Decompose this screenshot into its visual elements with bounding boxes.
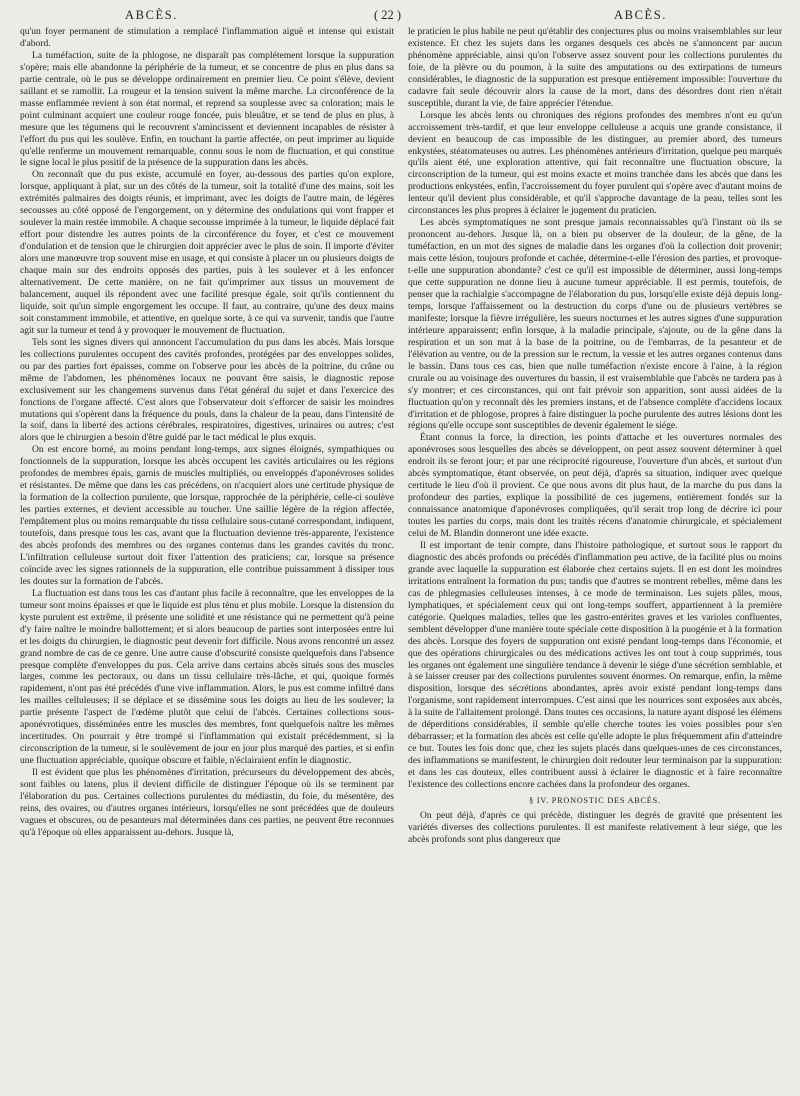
paragraph: le praticien le plus habile ne peut qu'établir des conjectures plus ou moins vraisemblables sur leur existence. Et chez les sujets dans les organes desquels ces abcès ne s'annoncent par aucun phénomène appréciable, ainsi qu'on l'observe assez souvent pour les collections purulentes du foie, de la plèvre ou du poumon, à la suite des amputations ou des extirpations de tumeurs considérables, le diagnostic de la suppuration est presque entièrement impossible: l'ouverture du cadavre fait seule découvrir alors la cause de la mort, dans des désordres dont rien n'était susceptible, durant la vie, de faire apprécier l'étendue. (408, 26, 782, 109)
paragraph: La tuméfaction, suite de la phlogose, ne disparaît pas complétement lorsque la suppuration s'opère; mais elle abandonne la périphérie de la tumeur, et se concentre de plus en plus dans sa partie centrale, où le pus se développe ordinairement en premier lieu. Ce point s'élève, devient saillant et se ramollit. La rougeur et la tension suivent la même marche. La circonférence de la masse enflammée revient à son état normal, et reprend sa souplesse avec sa coloration; mais le point culminant acquiert une couleur rouge foncée, puis bleuâtre, et se tend de plus en plus, à mesure que les tégumens qui le recouvrent s'amincissent et deviennent incapables de résister à l'effort du pus qui les soulève. Enfin, en touchant la partie affectée, on peut imprimer au liquide qu'elle renferme un mouvement remarquable, connu sous le nom de fluctuation, et qui constitue le signe local le plus positif de la présence de la suppuration dans les abcès. (20, 49, 394, 169)
paragraph: Tels sont les signes divers qui annoncent l'accumulation du pus dans les abcès. Mais lorsque les collections purulentes occupent des cavités profondes, protégées par des enveloppes solides, ou par des parties fort épaisses, comme on l'observe pour les abcès de la poitrine, du crâne ou même de l'abdomen, les phénomènes locaux ne pouvant être saisis, le diagnostic repose exclusivement sur les changemens survenus dans l'état général du sujet et dans l'exercice des fonctions de l'organe affecté. C'est alors que l'observateur doit s'efforcer de saisir les moindres mutations qui s'opèrent dans la fréquence du pouls, dans la chaleur de la peau, dans l'intensité de la soif, dans la liberté des actions cérébrales, respiratoires, digestives, urinaires ou autres; c'est alors que le chirurgien a besoin d'être guidé par le tact médical le plus exquis. (20, 336, 394, 444)
paragraph: On peut déjà, d'après ce qui précède, distinguer les degrés de gravité que présentent les variétés diverses des collections purulentes. Il est manifeste relativement à leur siége, que les abcès profonds sont plus dangereux que (408, 809, 782, 845)
header-right-title: ABCÈS. (614, 8, 668, 22)
paragraph: Il est évident que plus les phénomènes d'irritation, précurseurs du développement des abcès, sont faibles ou latens, plus il devient difficile de distinguer l'époque où ils se terminent par l'élaboration du pus. Certaines collections purulentes du médiastin, du foie, du mésentère, des reins, des ovaires, ou d'autres organes intérieurs, lorsqu'elles ne sont précédées que de douleurs vagues et obscures, ou de pesanteurs mal déterminées dans ces parties, ne peuvent être reconnues qu'à l'époque où elles apparaissent au-dehors. Jusque là, (20, 767, 394, 838)
left-column (20, 26, 394, 1092)
paragraph: On reconnaît que du pus existe, accumulé en foyer, au-dessous des parties qu'on explore, lorsque, appliquant à plat, sur un des côtés de la tumeur, soit la totalité d'une des mains, soit les extrémités palmaires des doigts réunis, et imprimant, avec les doigts de l'autre main, de légères secousses au côté opposé de l'engorgement, on y détermine des ondulations qui vont frapper et soulever la main restée immobile. A chaque secousse imprimée à la tumeur, le liquide déplacé fait effort pour distendre les autres points de la circonférence du foyer, et c'est ce mouvement d'ondulation et de tension que le chirurgien doit apprécier avec le plus de soin. Il importe d'éviter alors une manœuvre trop souvent mise en usage, et qui consiste à placer un ou plusieurs doigts de chaque main sur des endroits opposés des parties, puis à les soulever et à les enfoncer alternativement. De cette manière, on ne fait qu'imprimer aux tissus un mouvement de balancement, auquel ils répondent avec une facilité presque égale, soit qu'ils contiennent du liquide, soit qu'un simple engorgement les occupe. Il faut, au contraire, qu'une des deux mains soit constamment immobile, et attentive, en quelque sorte, à ce qui va survenir, tandis que l'autre agit sur la tumeur et tend à y provoquer le mouvement de fluctuation. (20, 169, 394, 336)
page-number: ( 22 ) (374, 8, 402, 22)
paragraph: Lorsque les abcès lents ou chroniques des régions profondes des membres n'ont eu qu'un accroissement très-tardif, et que leur enveloppe celluleuse a acquis une grande consistance, il devient en beaucoup de cas impossible de les distinguer, au premier abord, des tumeurs enkystées, stéatomateuses ou autres. Les phénomènes antérieurs d'irritation, quelque peu marqués qu'ils aient été, une exploration attentive, qui fait reconnaître une fluctuation obscure, la circonscription de la tumeur, qui est moins exacte et moins tranchée dans les abcès que dans les productions enkystées, enfin, l'accroissement du foyer purulent qui s'opère avec d'autant moins de lenteur qu'il devient plus considérable, et qu'il s'approche davantage de la peau, telles sont les circonstances les plus propres à éclairer le jugement du praticien. (408, 109, 782, 217)
text-columns (20, 26, 782, 1092)
right-column (408, 26, 782, 1092)
paragraph: Les abcès symptomatiques ne sont presque jamais reconnaissables qu'à l'instant où ils se prononcent au-dehors. Jusque là, on a bien pu observer de la douleur, de la gêne, de la tuméfaction, en un mot des signes de maladie dans les organes d'où la collection doit provenir; mais cette lésion, toujours profonde et cachée, détermine-t-elle l'érosion des parties, et provoque-t-elle une suppuration abondante? c'est ce qu'il est impossible de déterminer, aussi long-temps que cette suppuration ne donne lieu à aucune tumeur appréciable. Il est permis, toutefois, de penser que la rachialgie s'accompagne de l'élaboration du pus, lorsqu'elle existe déjà depuis long-temps, lorsque l'affaissement ou la destruction du corps d'une ou de plusieurs vertèbres se manifeste; lorsque la fièvre irrégulière, les sueurs nocturnes et les autres signes d'une suppuration intérieure apparaissent; enfin lorsque, à la maladie principale, s'ajoute, ou de la gêne dans la respiration et un son mat à la base de la poitrine, ou de l'embarras, de la pesanteur et de l'élévation au ventre, ou de la pression sur le rectum, la vessie et les autres organes contenus dans le bassin. Dans tous ces cas, bien que nulle tuméfaction n'existe encore à l'aine, à la région crurale ou au voisinage des ouvertures du bassin, il est vraisemblable que l'abcès ne tardera pas à s'y montrer; et ces circonstances, qui ont fait prévoir son apparition, sont aussi aidées de la fluctuation qu'on y reconnaît dès les premiers instans, et de l'absence complète d'accidens locaux d'irritation et de phlogose, propres à faire distinguer la poche purulente des autres lésions dont les régions qu'elle occupe sont susceptibles de devenir également le siége. (408, 217, 782, 432)
paragraph: On est encore borné, au moins pendant long-temps, aux signes éloignés, sympathiques ou fonctionnels de la suppuration, lorsque les abcès occupent les cavités articulaires ou les régions profondes de membres épais, garnis de muscles multipliés, ou enveloppés d'aponévroses solides et résistantes. De même que dans les cas précédens, on n'acquiert alors une certitude physique de la formation de la collection purulente, que lorsque, rapprochée de la périphérie, celle-ci soulève les parties externes, et devient accessible au toucher. Une saillie légère de la région affectée, l'empâtement plus ou moins remarquable du tissu cellulaire sous-cutané correspondant, indiquent, toutefois, dans presque tous les cas, avant que la fluctuation devienne très-apparente, l'existence des abcès profonds des membres ou des organes contenus dans les grandes cavités du tronc. L'infiltration celluleuse surtout doit fixer l'attention des praticiens; car, lorsque sa présence coïncide avec les signes rationnels de la suppuration, elle contribue puissamment à dissiper tous les doutes sur la formation de l'abcès. (20, 444, 394, 587)
section-heading: § IV. PRONOSTIC DES ABCÈS. (529, 796, 661, 805)
paragraph: Étant connus la force, la direction, les points d'attache et les ouvertures normales des aponévroses sous lesquelles des abcès se développent, on peut assez souvent déterminer à quel endroit ils se feront jour; et par une réciprocité rigoureuse, l'ouverture d'un abcès, et surtout d'un abcès symptomatique, étant observée, on peut déjà, d'après sa situation, indiquer avec quelque certitude le lieu d'où il provient. Ce que nous avons dit plus haut, de la marche du pus dans la profondeur des parties, explique la possibilité de ces jugemens, entièrement fondés sur la connaissance anatomique d'aponévroses compliquées, qu'il serait trop long de décrire ici pour toutes les parties du corps, mais dont les traités récens d'anatomie chirurgicale, et spécialement celui de M. Blandin donneront une idée exacte. (408, 432, 782, 540)
paragraph: Il est important de tenir compte, dans l'histoire pathologique, et surtout sous le rapport du diagnostic des abcès profonds ou précédés d'inflammation peu active, de la facilité plus ou moins grande avec laquelle la suppuration est élaborée chez certains sujets. Il en est dont les moindres irritations entraînent la formation du pus; tandis que d'autres se montrent rebelles, même dans les cas de phlegmasies celluleuses intenses, à ce mode de terminaison. Les sujets pâles, mous, lymphatiques, et spécialement ceux qui ont long-temps souffert, appartiennent à la première catégorie. Quelques maladies, telles que les gastro-entérites graves et les varioles confluentes, semblent développer d'une manière toute spéciale cette disposition à la puogénie et à la formation des abcès. Lorsque des foyers de suppuration ont existé pendant long-temps dans l'économie, et que des opérations chirurgicales ou des médications actives les ont tout à coup supprimés, tous les organes ont également une singulière tendance à devenir le siége d'une sécrétion semblable, et à se laisser creuser par des collections purulentes souvent énormes. On remarque, enfin, la même disposition, lorsque des sécrétions abondantes, après avoir existé pendant long-temps dans l'organisme, sont rapidement interrompues. C'est ainsi que les nourrices sont exposées aux abcès, à la suite de l'allaitement prolongé. Dans toutes ces occasions, la nature ayant disposé les élémens de déperditions considérables, il semble qu'elle cherche toutes les voies possibles pour s'en débarrasser; et la formation des abcès est celle qu'elle adopte le plus fréquemment afin d'atteindre ce but. Toutes les fois donc que, chez les sujets placés dans quelques-unes de ces circonstances, des inflammations se manifestent, le chirurgien doit redouter leur terminaison par la suppuration: et dans les cas douteux, elles contribuent aussi à éclairer le diagnostic et à faire reconnaître l'existence des collections encore cachées dans la profondeur des organes. (408, 539, 782, 791)
paragraph: La fluctuation est dans tous les cas d'autant plus facile à reconnaître, que les enveloppes de la tumeur sont moins épaisses et que le liquide est plus ténu et plus mobile. Lorsque la distension du kyste purulent est extrême, il présente une solidité et une résistance qui ne permettent qu'à peine d'y faire naître le moindre ballottement; et si alors beaucoup de parties sont interposées entre lui et les doigts du chirurgien, le diagnostic peut devenir fort difficile. Nous avons rencontré un assez grand nombre de cas de ce genre. Une autre cause d'obscurité consiste quelquefois dans l'absence presque complète d'enveloppes du pus. Cela arrive dans certains abcès situés sous des muscles larges, comme les pectoraux, ou dans un tissu cellulaire très-lâche, et qui, quoique formés rapidement, n'ont pas été précédés d'une vive inflammation. Alors, le pus est comme infiltré dans les mailles celluleuses; il se déplace et se dissémine sous les doigts au lieu de les soulever; la partie présente l'aspect de l'œdème plutôt que celui de l'abcès. Certaines collections sous-aponévrotiques, disséminées entre les muscles des membres, font quelquefois naître les mêmes incertitudes. On pourrait y être trompé si l'inflammation qui existait précédemment, si la circonscription de la tumeur, si le soulèvement de jour en jour plus marqué des parties, et si enfin une fluctuation appréciable, quoique obscure et faible, n'éclairaient enfin le diagnostic. (20, 587, 394, 767)
header-left-title: ABCÈS. (125, 8, 179, 22)
running-header (20, 6, 782, 26)
paragraph: qu'un foyer permanent de stimulation a remplacé l'inflammation aiguë et intense qui existait d'abord. (20, 26, 394, 49)
